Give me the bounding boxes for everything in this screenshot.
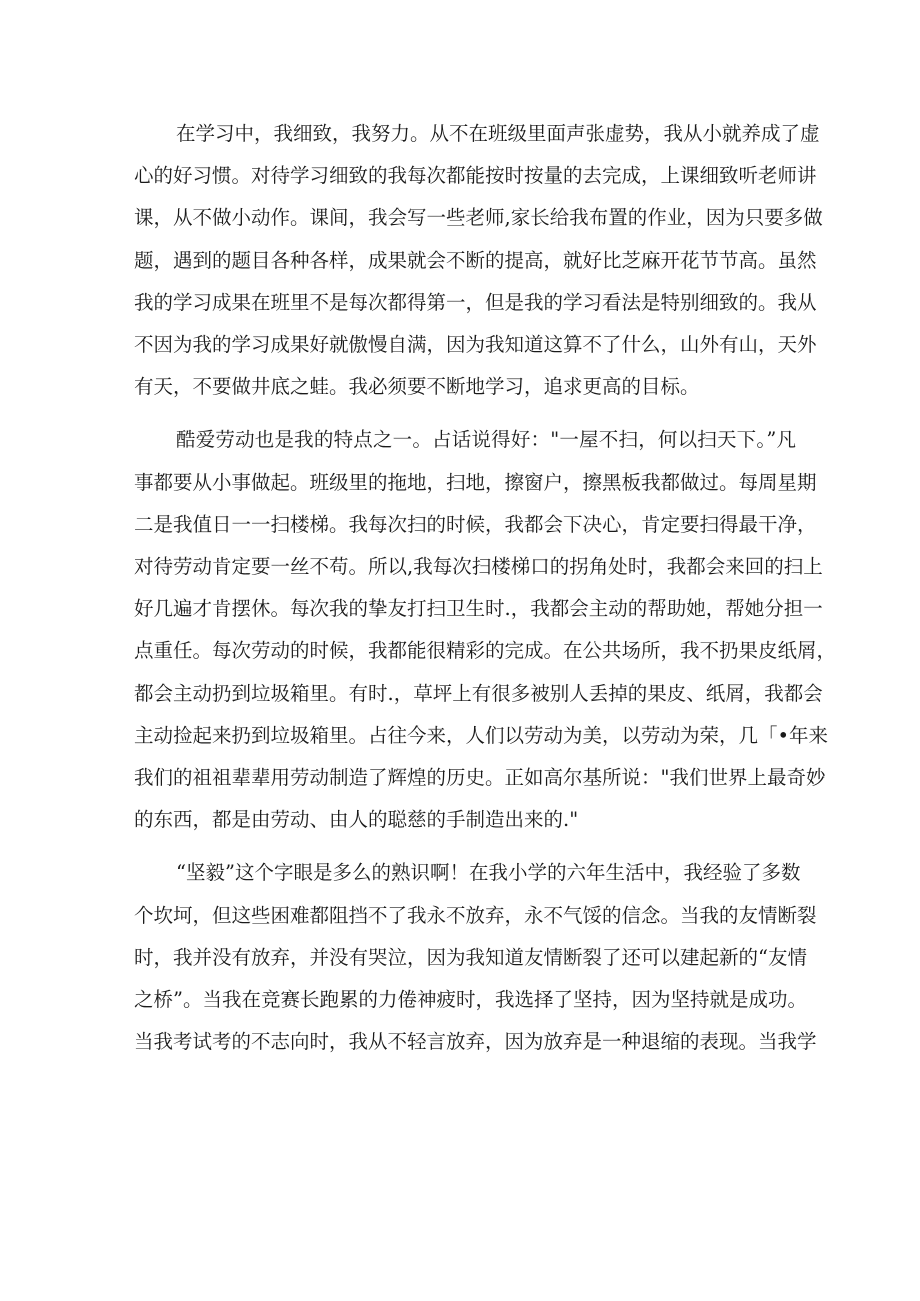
text-line: 二是我值日一一扫楼梯。我每次扫的时候，我都会下决心，肯定要扫得最干净， xyxy=(134,512,817,536)
text-line: 心的好习惯。对待学习细致的我每次都能按时按量的去完成，上课细致听老师讲 xyxy=(134,164,817,188)
paragraph-study xyxy=(134,113,823,408)
text-line: 酷爱劳动也是我的特点之一。占话说得好："一屋不扫，何以扫天下。”凡 xyxy=(176,428,796,452)
text-line: 时，我并没有放弃，并没有哭泣，因为我知道友情断裂了还可以建起新的“友情 xyxy=(134,945,807,969)
text-line: “坚毅”这个字眼是多么的熟识啊！在我小学的六年生活中，我经验了多数 xyxy=(176,861,801,885)
text-line: 好几遍才肯摆休。每次我的挚友打扫卫生时.，我都会主动的帮助她，帮她分担一 xyxy=(134,597,823,621)
text-line: 对待劳动肯定要一丝不苟。所以,我每次扫楼梯口的拐角处时，我都会来回的扫上 xyxy=(134,555,823,579)
text-line: 点重任。每次劳动的时候，我都能很精彩的完成。在公共场所，我不扔果皮纸屑， xyxy=(134,639,837,663)
text-line: 个坎坷，但这些困难都阻挡不了我永不放弃，永不气馁的信念。当我的友情断裂 xyxy=(134,903,817,927)
text-line: 课，从不做小动作。课间，我会写一些老师,家长给我布置的作业，因为只要多做 xyxy=(134,206,823,230)
document-body xyxy=(134,113,837,1063)
text-line: 主动捡起来扔到垃圾箱里。占往今来，人们以劳动为美，以劳动为荣，几「•年来 xyxy=(134,723,829,747)
text-line: 题，遇到的题目各种各样，成果就会不断的提高，就好比芝麻开花节节高。虽然 xyxy=(134,248,817,272)
paragraph-labor xyxy=(134,419,837,841)
text-line: 我们的祖祖辈辈用劳动制造了辉煌的历史。正如高尔基所说："我们世界上最奇妙 xyxy=(134,766,826,790)
text-line: 的东西，都是由劳动、由人的聪慈的手制造出来的." xyxy=(134,808,579,832)
paragraph-perseverance xyxy=(134,852,817,1063)
text-line: 都会主动扔到垃圾箱里。有时.，草坪上有很多被别人丢掉的果皮、纸屑，我都会 xyxy=(134,681,823,705)
text-line: 不因为我的学习成果好就傲慢自满，因为我知道这算不了什么，山外有山，天外 xyxy=(134,333,817,357)
text-line: 事都要从小事做起。班级里的拖地，扫地，擦窗户，擦黑板我都做过。每周星期 xyxy=(134,470,817,494)
text-line: 有天，不要做井底之蛙。我必须要不断地学习，追求更高的目标。 xyxy=(134,375,700,399)
text-line: 在学习中，我细致，我努力。从不在班级里面声张虚势，我从小就养成了虚 xyxy=(176,122,820,145)
text-line: 我的学习成果在班里不是每次都得第一，但是我的学习看法是特别细致的。我从 xyxy=(134,290,817,314)
text-line: 当我考试考的不志向时，我从不轻言放弃，因为放弃是一种退缩的表现。当我学 xyxy=(134,1030,817,1054)
text-line: 之桥”。当我在竞赛长跑累的力倦神疲时，我选择了坚持，因为坚持就是成功。 xyxy=(134,988,807,1012)
